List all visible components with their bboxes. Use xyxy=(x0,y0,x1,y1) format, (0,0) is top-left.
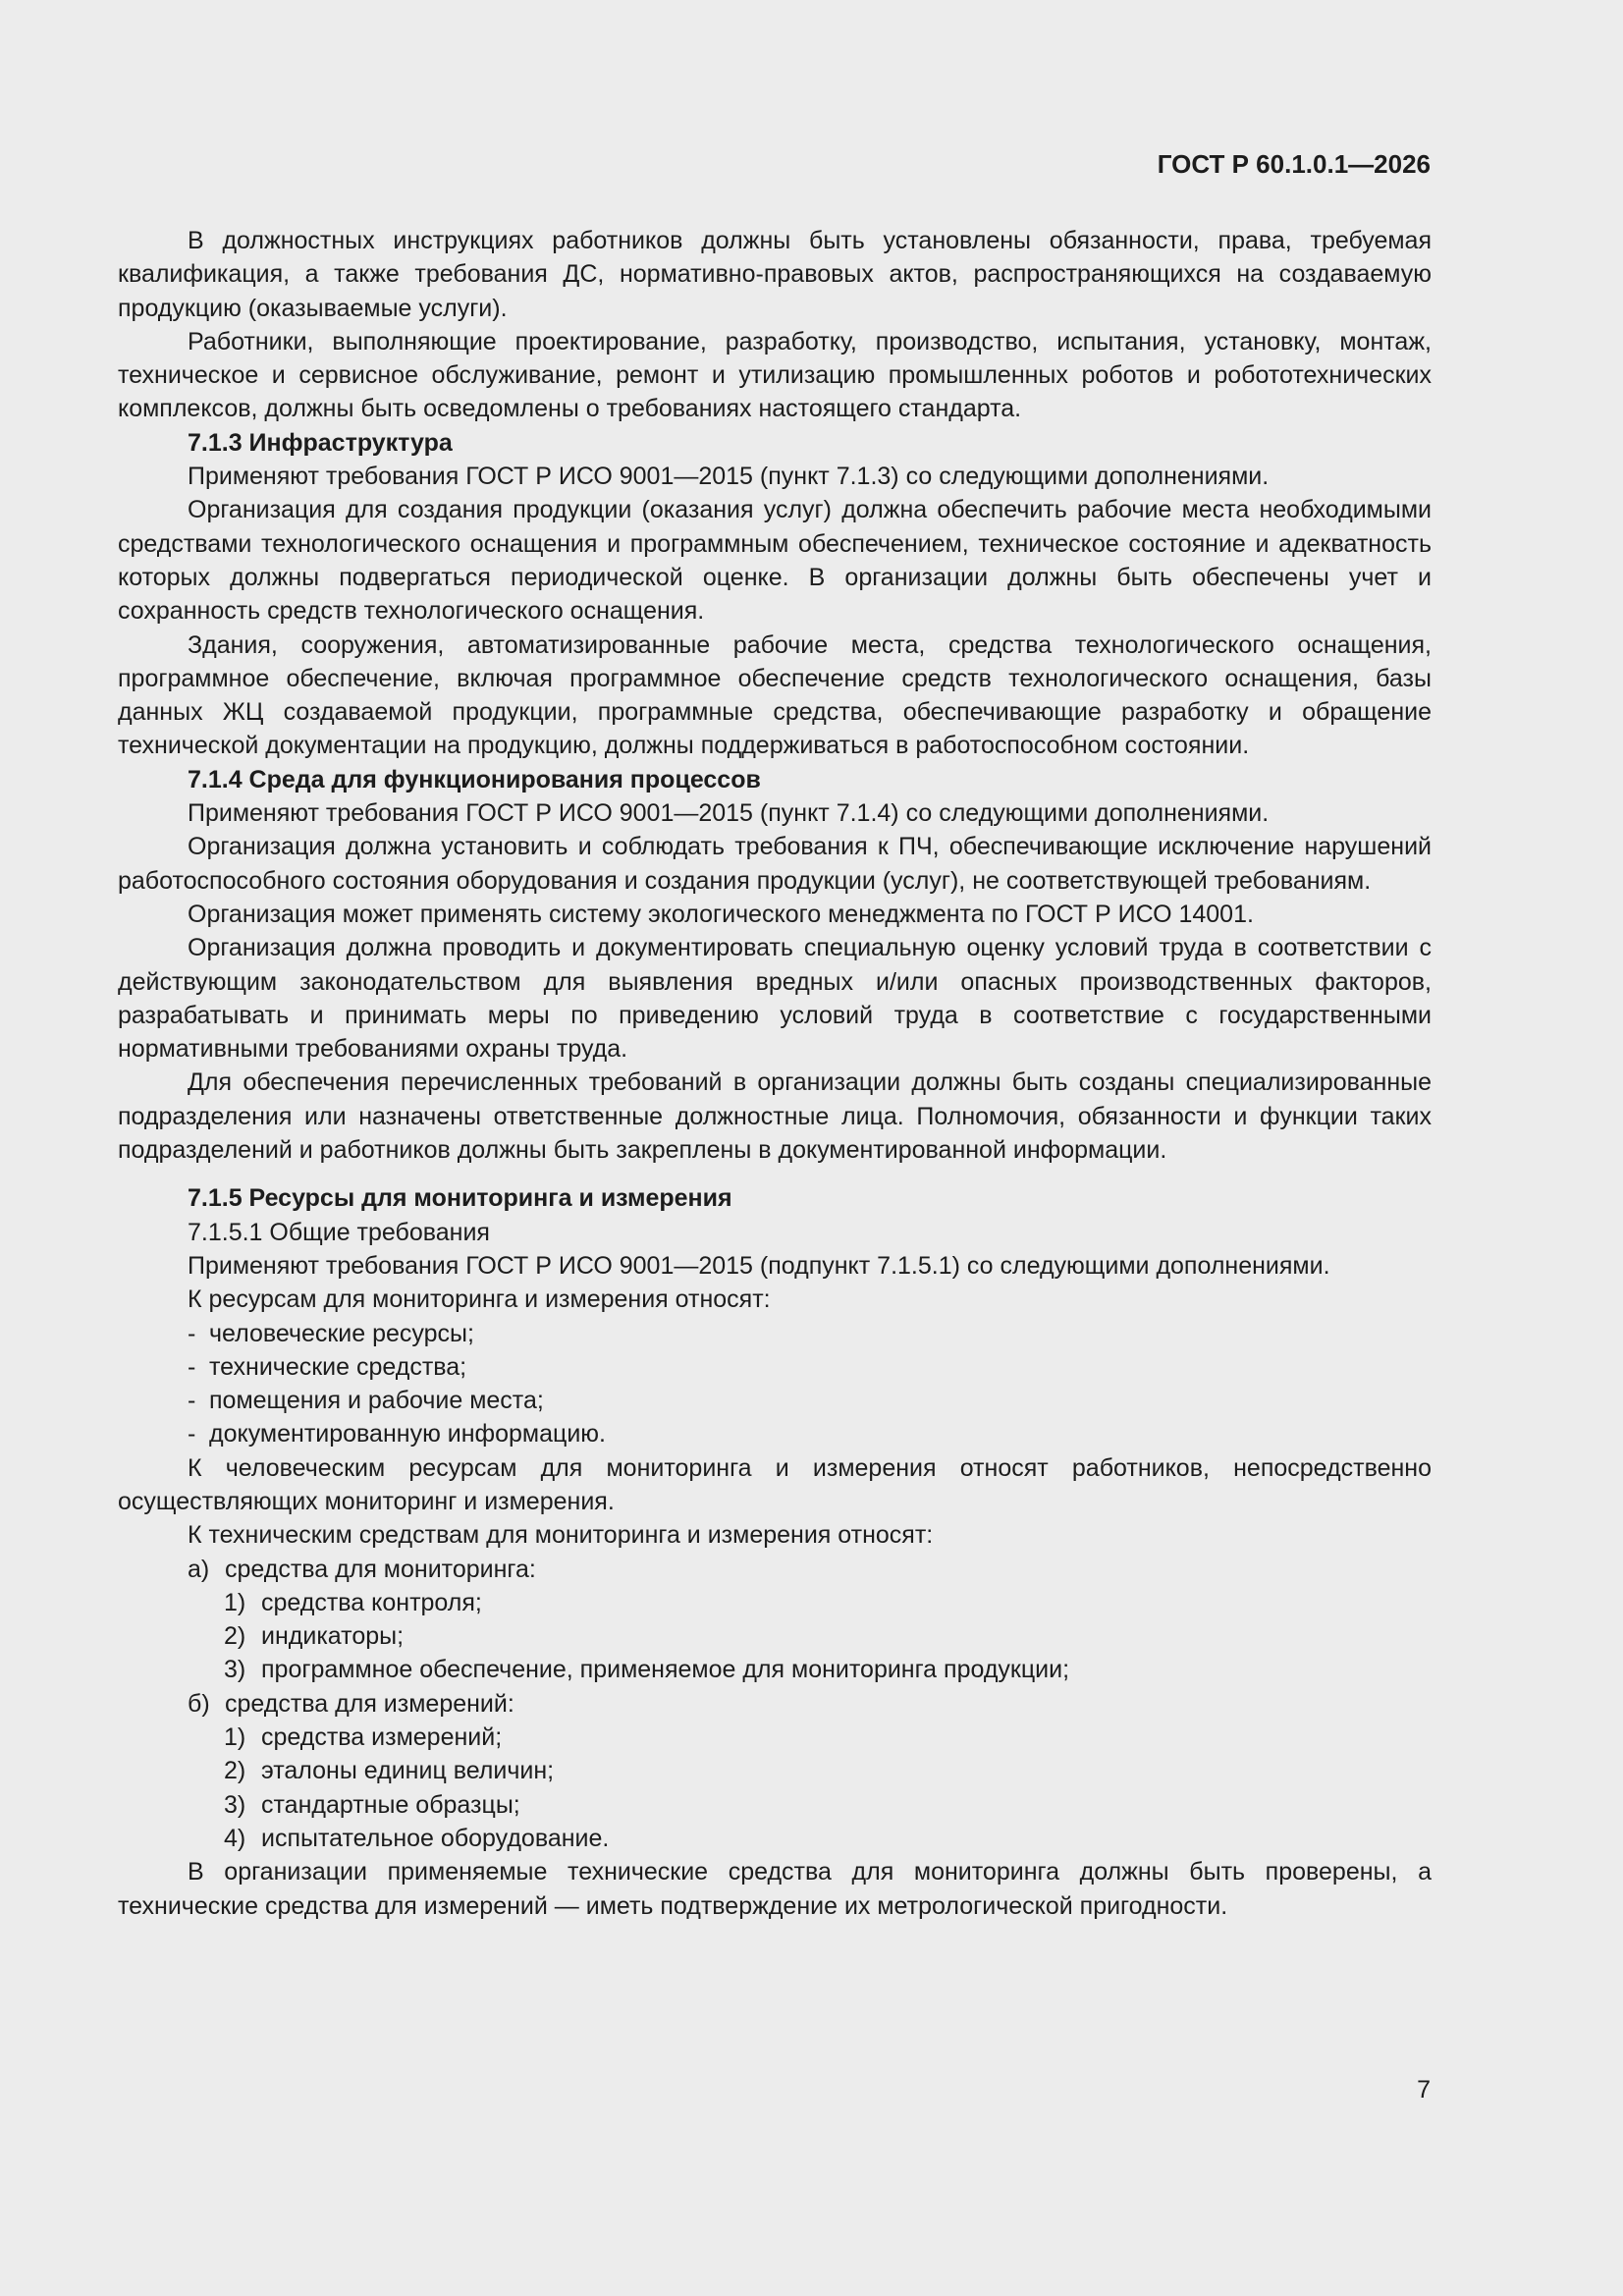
paragraph: К ресурсам для мониторинга и измерения относят: xyxy=(188,1285,771,1314)
list-item xyxy=(118,1586,1432,1619)
paragraph: Организация для создания продукции (оказания услуг) должна обеспечить рабочие места необходимыми средствами технологического оснащения и программным обеспечением, техническое состояние и адекватность которых должны подвергаться периодической оценке. В организации должны быть обеспечены учет и сохранность средств технологического оснащения. xyxy=(118,496,1432,626)
list-item xyxy=(118,1822,1432,1855)
paragraph: Для обеспечения перечисленных требований в организации должны быть созданы специализированные подразделения или назначены ответственные должностные лица. Полномочия, обязанности и функции таких подразделений и работников должны быть закреплены в документированной информации. xyxy=(118,1068,1432,1165)
list-item-text: испытательное оборудование. xyxy=(261,1824,610,1852)
list-marker: - xyxy=(188,1319,196,1347)
list-item xyxy=(118,1754,1432,1787)
paragraph: Организация должна установить и соблюдать требования к ПЧ, обеспечивающие исключение нарушений работоспособного состояния оборудования и создания продукции (услуг), не соответствующей требованиям. xyxy=(118,833,1432,895)
paragraph: Применяют требования ГОСТ Р ИСО 9001—2015 (пункт 7.1.3) со следующими дополнениями. xyxy=(188,463,1270,491)
list-item xyxy=(118,1350,1432,1384)
paragraph: Работники, выполняющие проектирование, разработку, производство, испытания, установку, монтаж, техническое и сервисное обслуживание, ремонт и утилизацию промышленных роботов и робототехнических комплексов, должны быть осведомлены о требованиях настоящего стандарта. xyxy=(118,327,1432,423)
list-group-label: средства для мониторинга: xyxy=(225,1555,536,1583)
list-item-text: средства измерений; xyxy=(261,1723,503,1752)
list-marker: б) xyxy=(188,1689,210,1718)
list-item-text: технические средства; xyxy=(209,1352,467,1381)
list-group-label: средства для измерений: xyxy=(225,1689,514,1718)
paragraph: К человеческим ресурсам для мониторинга и измерения относят работников, непосредственно осуществляющих мониторинг и измерения. xyxy=(118,1453,1432,1515)
list-item-text: эталоны единиц величин; xyxy=(261,1757,555,1785)
list-item-text: помещения и рабочие места; xyxy=(209,1387,544,1415)
list-item-text: средства контроля; xyxy=(261,1588,482,1616)
paragraph: Здания, сооружения, автоматизированные рабочие места, средства технологического оснащения, программное обеспечение, включая программное обеспечение средств технологического оснащения, базы данных ЖЦ создаваемой продукции, программные средства, обеспечивающие разработку и обращение технической документации на продукцию, должны поддерживаться в работоспособном состоянии. xyxy=(118,630,1432,760)
subsection-heading-7-1-5-1: 7.1.5.1 Общие требования xyxy=(188,1218,490,1246)
list-item-text: человеческие ресурсы; xyxy=(209,1319,474,1347)
list-group-a xyxy=(118,1553,1432,1586)
document-header-id: ГОСТ Р 60.1.0.1—2026 xyxy=(1157,149,1431,179)
page-number: 7 xyxy=(1417,2076,1431,2104)
list-marker: 4) xyxy=(224,1824,246,1852)
paragraph: Организация должна проводить и документировать специальную оценку условий труда в соответствии с действующим законодательством для выявления вредных и/или опасных производственных факторов, разрабатывать и принимать меры по приведению условий труда в соответствие с государственными нормативными требованиями охраны труда. xyxy=(118,934,1432,1064)
list-item xyxy=(118,1653,1432,1686)
paragraph: В организации применяемые технические средства для мониторинга должны быть проверены, а технические средства для измерений — иметь подтверждение их метрологической пригодности. xyxy=(118,1858,1432,1920)
paragraph: К техническим средствам для мониторинга и измерения относят: xyxy=(188,1521,934,1550)
list-item xyxy=(118,1417,1432,1450)
list-item xyxy=(118,1384,1432,1417)
page-body xyxy=(118,224,1432,1923)
section-heading-7-1-3: 7.1.3 Инфраструктура xyxy=(188,428,453,457)
list-marker: - xyxy=(188,1420,196,1449)
list-item-text: документированную информацию. xyxy=(209,1420,606,1449)
list-marker: - xyxy=(188,1352,196,1381)
list-marker: 1) xyxy=(224,1723,246,1752)
list-item xyxy=(118,1619,1432,1653)
list-marker: 1) xyxy=(224,1588,246,1616)
list-group-b xyxy=(118,1687,1432,1721)
list-item xyxy=(118,1788,1432,1822)
section-heading-7-1-4: 7.1.4 Среда для функционирования процессов xyxy=(188,765,761,793)
list-marker: 2) xyxy=(224,1622,246,1651)
paragraph: Применяют требования ГОСТ Р ИСО 9001—2015 (пункт 7.1.4) со следующими дополнениями. xyxy=(188,799,1270,828)
list-marker: 3) xyxy=(224,1656,246,1684)
list-item-text: программное обеспечение, применяемое для мониторинга продукции; xyxy=(261,1656,1070,1684)
section-heading-7-1-5: 7.1.5 Ресурсы для мониторинга и измерения xyxy=(188,1184,732,1213)
list-item-text: стандартные образцы; xyxy=(261,1790,520,1819)
list-marker: а) xyxy=(188,1555,210,1583)
list-item-text: индикаторы; xyxy=(261,1622,405,1651)
paragraph: Организация может применять систему экологического менеджмента по ГОСТ Р ИСО 14001. xyxy=(188,900,1254,928)
list-marker: - xyxy=(188,1387,196,1415)
list-marker: 3) xyxy=(224,1790,246,1819)
paragraph: В должностных инструкциях работников должны быть установлены обязанности, права, требуемая квалификация, а также требования ДС, нормативно-правовых актов, распространяющихся на создаваемую продукцию (оказываемые услуги). xyxy=(118,227,1432,322)
list-item xyxy=(118,1721,1432,1754)
list-marker: 2) xyxy=(224,1757,246,1785)
list-item xyxy=(118,1317,1432,1350)
paragraph: Применяют требования ГОСТ Р ИСО 9001—2015 (подпункт 7.1.5.1) со следующими дополнениями. xyxy=(188,1251,1330,1280)
